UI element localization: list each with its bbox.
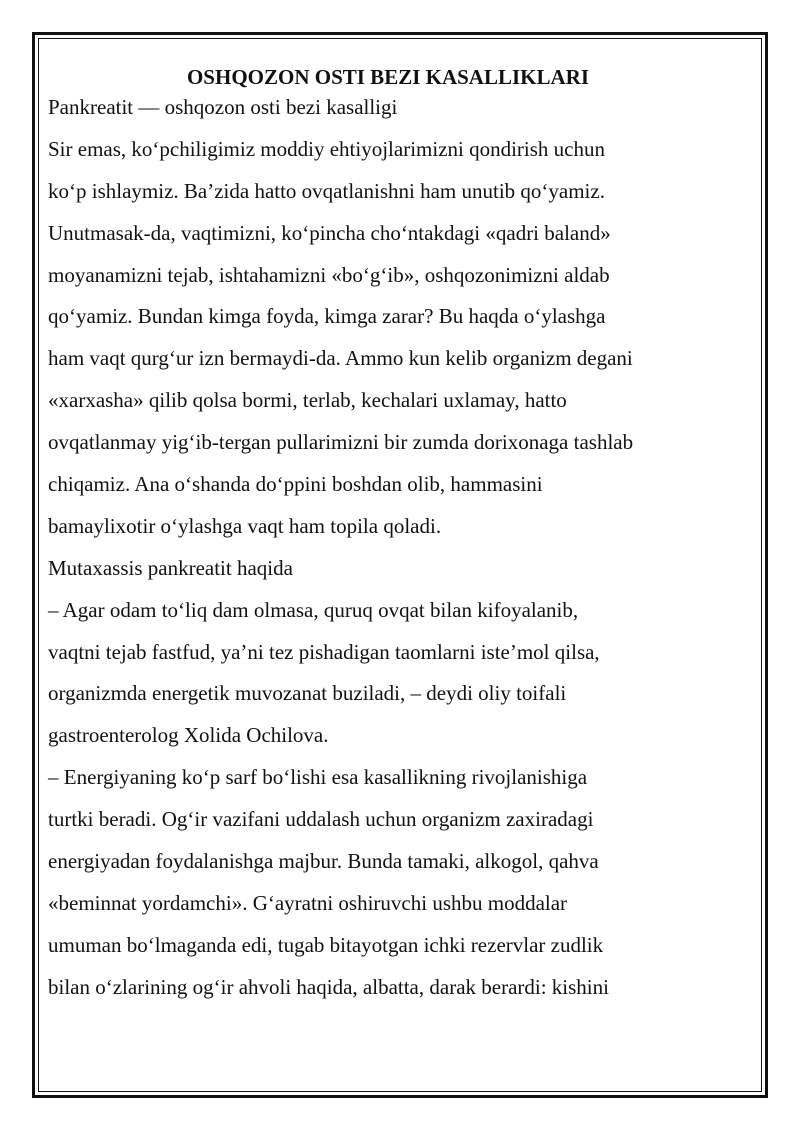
text-line: turtki beradi. Og‘ir vazifani uddalash uchun organizm zaxiradagi	[48, 807, 594, 832]
text-line: «beminnat yordamchi». G‘ayratni oshiruvchi ushbu moddalar	[48, 890, 568, 915]
text-line: bilan o‘zlarining og‘ir ahvoli haqida, albatta, darak berardi: kishini	[48, 974, 609, 999]
text-line: Unutmasak-da, vaqtimizni, ko‘pincha cho‘ntakdagi «qadri baland»	[48, 220, 611, 245]
text-line: umuman bo‘lmaganda edi, tugab bitayotgan ichki rezervlar zudlik	[48, 932, 604, 957]
section-heading-line: Mutaxassis pankreatit haqida	[48, 555, 293, 580]
text-line: – Energiyaning ko‘p sarf bo‘lishi esa kasallikning rivojlanishiga	[48, 765, 588, 790]
text-line: – Agar odam to‘liq dam olmasa, quruq ovqat bilan kifoyalanib,	[48, 597, 579, 622]
text-line: bamaylixotir o‘ylashga vaqt ham topila qoladi.	[48, 513, 442, 538]
text-line: Sir emas, ko‘pchiligimiz moddiy ehtiyojlarimizni qondirish uchun	[48, 136, 606, 161]
subtitle-line: Pankreatit — oshqozon osti bezi kasalligi	[48, 95, 398, 119]
text-line: ham vaqt qurg‘ur izn bermaydi-da. Ammo kun kelib organizm degani	[48, 346, 633, 371]
text-line: gastroenterolog Xolida Ochilova.	[48, 723, 329, 748]
text-line: qo‘yamiz. Bundan kimga foyda, kimga zarar? Bu haqda o‘ylashga	[48, 304, 606, 329]
document-title: OSHQOZON OSTI BEZI KASALLIKLARI	[186, 65, 590, 89]
text-line: moyanamizni tejab, ishtahamizni «bo‘g‘ib», oshqozonimizni aldab	[48, 262, 610, 287]
text-line: vaqtni tejab fastfud, ya’ni tez pishadigan taomlarni iste’mol qilsa,	[48, 639, 600, 664]
text-line: organizmda energetik muvozanat buziladi, – deydi oliy toifali	[48, 681, 567, 706]
text-line: ovqatlanmay yig‘ib-tergan pullarimizni bir zumda dorixonaga tashlab	[48, 430, 634, 455]
text-line: «xarxasha» qilib qolsa bormi, terlab, kechalari uxlamay, hatto	[48, 388, 567, 413]
text-line: energiyadan foydalanishga majbur. Bunda tamaki, alkogol, qahva	[48, 849, 599, 874]
document-body	[48, 57, 728, 1009]
text-line: ko‘p ishlaymiz. Ba’zida hatto ovqatlanishni ham unutib qo‘yamiz.	[48, 178, 605, 203]
text-line: chiqamiz. Ana o‘shanda do‘ppini boshdan olib, hammasini	[48, 472, 543, 497]
